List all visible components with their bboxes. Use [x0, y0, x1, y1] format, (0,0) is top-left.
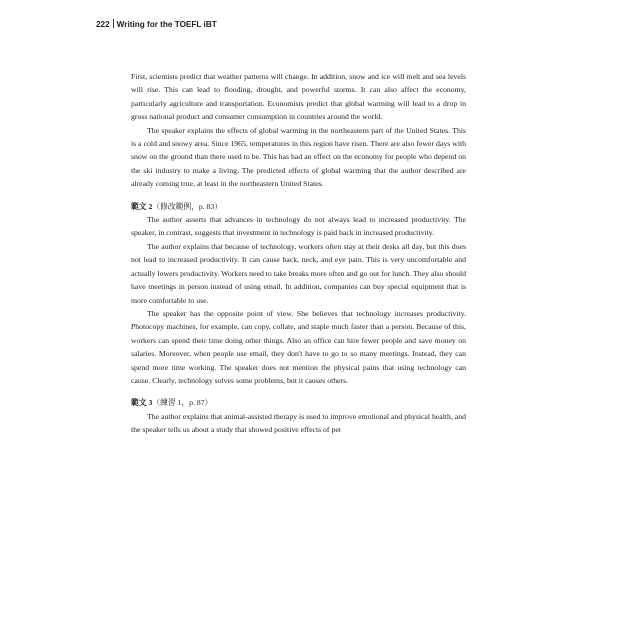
paragraph: The author explains that animal-assisted therapy is used to improve emotional and physical health, and the speaker tells us about a study that showed positive effects of pet — [131, 411, 466, 435]
sample-essay-heading — [131, 396, 466, 409]
header-divider — [113, 19, 114, 28]
page-number: 222 — [96, 20, 110, 29]
heading-label: 範文 2 — [131, 201, 153, 211]
paragraph: The speaker has the opposite point of view. She believes that technology increases productivity. Photocopy machines, for example, can copy, collate, and staple much faster than a person. Because of this, workers can spend their time doing other things. Also an office can hire fewer people and save money on salaries. Moreover, when people use email, they don't have to go to so many meetings. Instead, they can spend more time working. The speaker does not mention the physical pains that using technology can cause. Clearly, technology solves some problems, but it causes others. — [131, 308, 466, 385]
paragraph: The author explains that because of technology, workers often stay at their desks all day, but this does not lead to increased productivity. It can cause back, neck, and eye pain. This is very uncomfortable and actually lowers productivity. Workers need to take breaks more often and go out for lunch. They also should have meetings in person instead of using email. In addition, companies can buy special equipment that is more comfortable to use. — [131, 241, 466, 305]
heading-label: 範文 3 — [131, 398, 153, 408]
paragraph: First, scientists predict that weather patterns will change. In addition, snow and ice will melt and sea levels will rise. This can lead to flooding, drought, and powerful storms. It can also affect the economy, particularly agriculture and transportation. Economists predict that global warming will lead to a drop in gross national product and consumer consumption in countries around the world. — [131, 72, 466, 122]
heading-reference: （修改範例，p. 83） — [152, 201, 223, 211]
page-body — [131, 70, 466, 437]
paragraph: The author asserts that advances in technology do not always lead to increased productivity. The speaker, in contrast, suggests that investment in technology is paid back in increased productivity. — [131, 215, 466, 238]
heading-reference: （練習 1，p. 87） — [152, 398, 213, 408]
book-title: Writing for the TOEFL iBT — [116, 20, 217, 29]
paragraph: The speaker explains the effects of global warming in the northeastern part of the United States. This is a cold and snowy area. Since 1965, temperatures in this region have risen. There are also fewer days with snow on the ground than there used to be. This has had an effect on the economy for people who depend on the ski industry to make a living. The predicted effects of global warming that the author described are already coming true, at least in the northeastern United States. — [131, 125, 466, 189]
running-head — [96, 19, 217, 29]
sample-essay-heading — [131, 200, 466, 213]
